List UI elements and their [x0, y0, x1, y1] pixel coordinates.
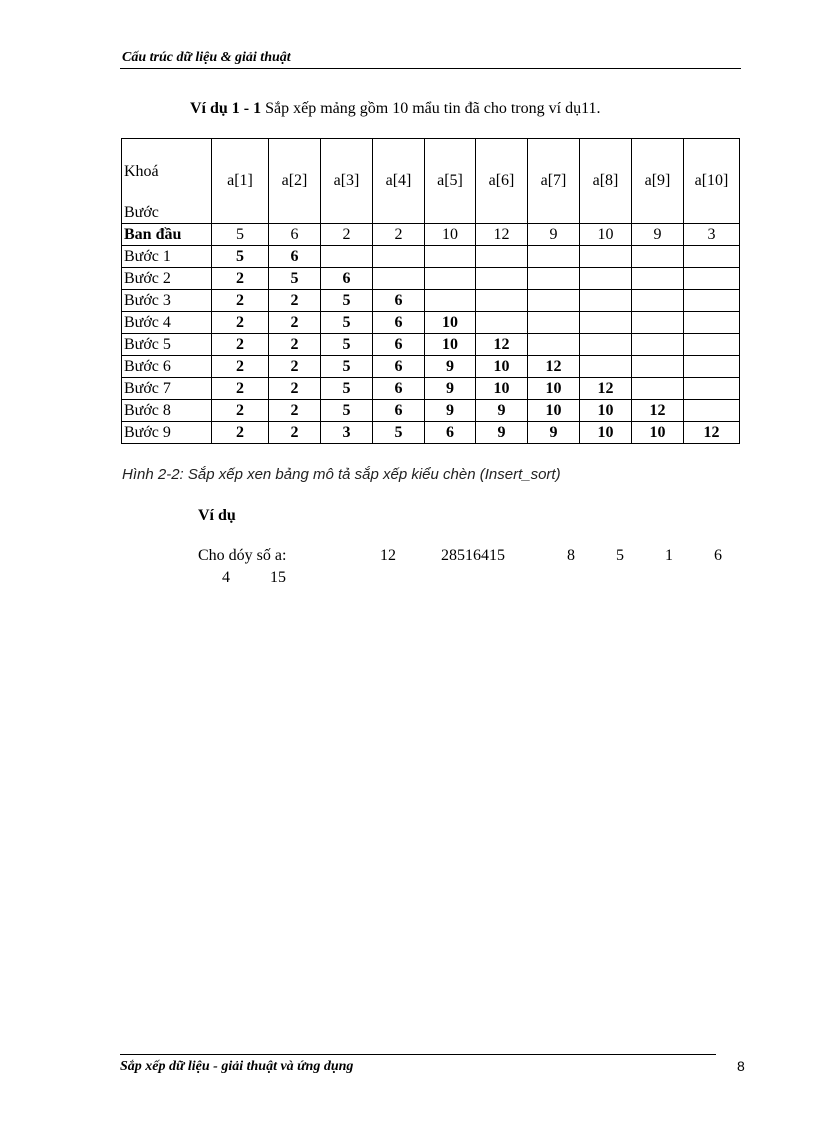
- table-cell: 6: [373, 312, 425, 334]
- table-cell: [580, 246, 632, 268]
- table-cell: 10: [632, 422, 684, 444]
- column-header: a[2]: [269, 139, 321, 224]
- row-label: Bước 1: [122, 246, 212, 268]
- table-cell: 12: [528, 356, 580, 378]
- table-cell: 2: [269, 378, 321, 400]
- table-cell: [632, 312, 684, 334]
- table-row: [122, 290, 740, 312]
- header-rule: [120, 68, 741, 69]
- table-cell: 10: [528, 378, 580, 400]
- table-cell: 2: [373, 224, 425, 246]
- column-header: a[7]: [528, 139, 580, 224]
- table-cell: [580, 356, 632, 378]
- table-cell: [425, 246, 476, 268]
- table-cell: 2: [212, 356, 269, 378]
- row-label: Bước 4: [122, 312, 212, 334]
- running-header: Cấu trúc dữ liệu & giải thuật: [122, 50, 291, 65]
- table-cell: [528, 312, 580, 334]
- insertion-sort-table: [121, 138, 740, 444]
- sequence-value: 12: [380, 547, 396, 564]
- table-cell: [632, 246, 684, 268]
- table-cell: 12: [476, 334, 528, 356]
- table-row: [122, 246, 740, 268]
- table-cell: 9: [476, 422, 528, 444]
- table-cell: 2: [269, 400, 321, 422]
- sequence-value: 4: [222, 569, 230, 586]
- column-header: a[6]: [476, 139, 528, 224]
- row-label: Bước 8: [122, 400, 212, 422]
- table-cell: 2: [269, 312, 321, 334]
- table-cell: 5: [321, 356, 373, 378]
- table-cell: 6: [425, 422, 476, 444]
- table-cell: 2: [212, 334, 269, 356]
- table-cell: [632, 290, 684, 312]
- table-row: [122, 334, 740, 356]
- table-cell: 9: [632, 224, 684, 246]
- table-cell: 2: [269, 290, 321, 312]
- sequence-label: Cho dóy số a:: [198, 547, 287, 564]
- table-cell: [580, 290, 632, 312]
- table-cell: 10: [528, 400, 580, 422]
- table-cell: [632, 334, 684, 356]
- table-cell: [528, 290, 580, 312]
- sequence-value: 1: [665, 547, 673, 564]
- table-cell: 9: [425, 356, 476, 378]
- table-cell: [632, 268, 684, 290]
- table-cell: 5: [321, 400, 373, 422]
- table-cell: 9: [425, 378, 476, 400]
- column-header: a[8]: [580, 139, 632, 224]
- table-cell: 12: [632, 400, 684, 422]
- example-text: Sắp xếp mảng gồm 10 mẩu tin đã cho trong ví dụ11.: [261, 100, 601, 117]
- table-cell: [632, 356, 684, 378]
- table-cell: [373, 268, 425, 290]
- table-cell: 9: [476, 400, 528, 422]
- table-cell: 6: [373, 334, 425, 356]
- table-cell: 6: [373, 290, 425, 312]
- column-header: a[5]: [425, 139, 476, 224]
- table-cell: 3: [321, 422, 373, 444]
- page-number: 8: [737, 1058, 745, 1074]
- column-header: a[9]: [632, 139, 684, 224]
- sequence-value: 5: [616, 547, 624, 564]
- table-cell: 2: [212, 268, 269, 290]
- table-cell: 2: [212, 290, 269, 312]
- table-cell: 5: [269, 268, 321, 290]
- table-cell: [528, 246, 580, 268]
- table-cell: 12: [684, 422, 740, 444]
- footer-rule: [120, 1054, 716, 1055]
- table-cell: 12: [580, 378, 632, 400]
- table-cell: 10: [425, 312, 476, 334]
- table-corner-cell: [122, 139, 212, 224]
- table-row: [122, 268, 740, 290]
- table-cell: [684, 268, 740, 290]
- column-header: a[1]: [212, 139, 269, 224]
- table-cell: [528, 268, 580, 290]
- row-label: Bước 2: [122, 268, 212, 290]
- table-cell: [684, 312, 740, 334]
- table-cell: [476, 290, 528, 312]
- row-label: Bước 3: [122, 290, 212, 312]
- table-cell: [684, 290, 740, 312]
- table-cell: [684, 356, 740, 378]
- table-cell: [580, 334, 632, 356]
- table-cell: [684, 334, 740, 356]
- table-row: [122, 400, 740, 422]
- table-cell: 2: [321, 224, 373, 246]
- table-cell: 6: [373, 400, 425, 422]
- table-cell: 5: [321, 334, 373, 356]
- table-cell: 5: [373, 422, 425, 444]
- table-cell: 9: [528, 422, 580, 444]
- table-cell: 6: [269, 246, 321, 268]
- column-header: a[4]: [373, 139, 425, 224]
- row-label: Bước 9: [122, 422, 212, 444]
- table-row: [122, 422, 740, 444]
- column-header: a[10]: [684, 139, 740, 224]
- example-label: Ví dụ 1 - 1: [190, 100, 262, 117]
- running-footer: Sắp xếp dữ liệu - giải thuật và ứng dụng: [120, 1059, 354, 1074]
- example-heading: Ví dụ: [198, 507, 236, 524]
- table-cell: [425, 290, 476, 312]
- table-cell: 5: [321, 312, 373, 334]
- table-row: [122, 312, 740, 334]
- corner-key-label: Khoá: [124, 163, 159, 180]
- table-cell: 2: [269, 356, 321, 378]
- table-cell: 2: [212, 400, 269, 422]
- table-cell: [684, 378, 740, 400]
- table-cell: [684, 400, 740, 422]
- row-label: Bước 6: [122, 356, 212, 378]
- table-cell: 10: [580, 422, 632, 444]
- table-cell: 10: [580, 224, 632, 246]
- figure-caption: Hình 2-2: Sắp xếp xen bảng mô tả sắp xếp kiểu chèn (Insert_sort): [122, 466, 561, 483]
- table-cell: 6: [269, 224, 321, 246]
- table-cell: 10: [476, 356, 528, 378]
- table-cell: [373, 246, 425, 268]
- table-cell: [632, 378, 684, 400]
- table-row: [122, 356, 740, 378]
- table-cell: [580, 268, 632, 290]
- row-label: Bước 7: [122, 378, 212, 400]
- table-body: [122, 224, 740, 444]
- table-cell: 6: [373, 378, 425, 400]
- sequence-value: 6: [714, 547, 722, 564]
- table-cell: 2: [269, 334, 321, 356]
- example-title: [190, 100, 600, 118]
- table-cell: [321, 246, 373, 268]
- sequence-value: 15: [270, 569, 286, 586]
- table-cell: 6: [373, 356, 425, 378]
- table-cell: 9: [425, 400, 476, 422]
- table-row: [122, 378, 740, 400]
- table-cell: [476, 312, 528, 334]
- table-cell: 2: [269, 422, 321, 444]
- table-cell: 10: [476, 378, 528, 400]
- sequence-value: 8: [567, 547, 575, 564]
- table-cell: [580, 312, 632, 334]
- table-cell: 2: [212, 312, 269, 334]
- row-label: Ban đầu: [122, 224, 212, 246]
- table-cell: 6: [321, 268, 373, 290]
- table-cell: [476, 246, 528, 268]
- table-cell: 10: [425, 334, 476, 356]
- table-cell: 2: [212, 422, 269, 444]
- table-cell: 9: [528, 224, 580, 246]
- table-cell: 5: [321, 378, 373, 400]
- table-cell: 5: [212, 224, 269, 246]
- table-cell: [425, 268, 476, 290]
- table-cell: 3: [684, 224, 740, 246]
- table-cell: 10: [425, 224, 476, 246]
- table-cell: 2: [212, 378, 269, 400]
- column-header: a[3]: [321, 139, 373, 224]
- corner-step-label: Bước: [124, 204, 159, 221]
- table-cell: [684, 246, 740, 268]
- table-cell: 12: [476, 224, 528, 246]
- table-row: [122, 224, 740, 246]
- row-label: Bước 5: [122, 334, 212, 356]
- table-cell: 10: [580, 400, 632, 422]
- table-cell: [476, 268, 528, 290]
- table-cell: 5: [212, 246, 269, 268]
- sequence-value: 28516415: [441, 547, 505, 564]
- table-cell: 5: [321, 290, 373, 312]
- table-cell: [528, 334, 580, 356]
